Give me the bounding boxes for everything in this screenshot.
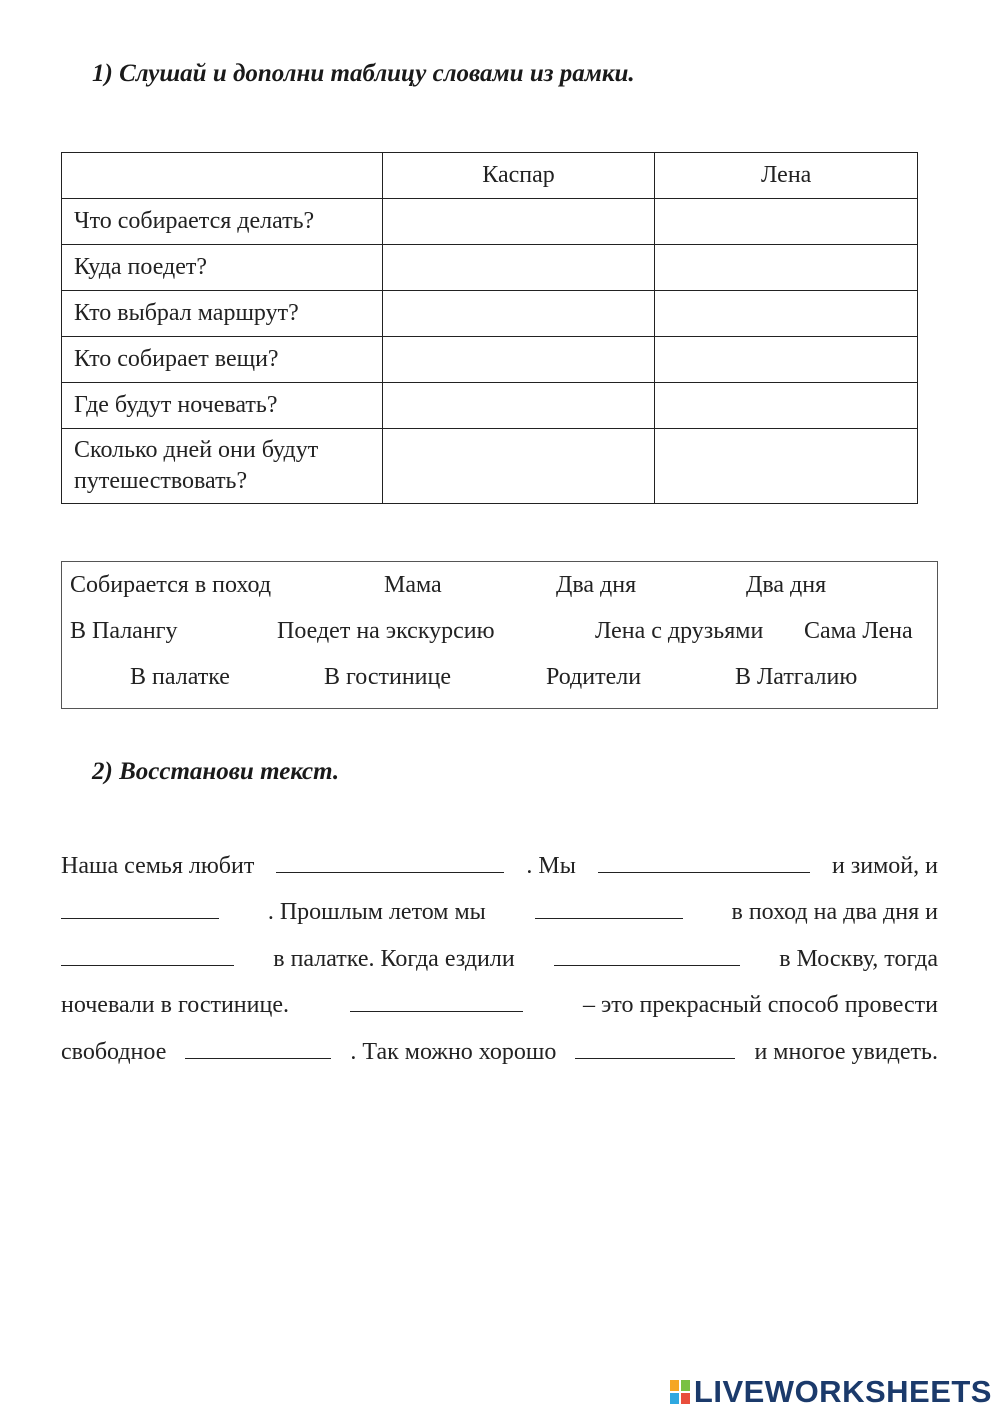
cloze-line [61,896,938,926]
table-row [62,199,918,245]
cloze-line [61,943,938,973]
blank-field[interactable] [61,896,219,919]
logo-text: LIVEWORKSHEETS [693,1374,992,1409]
row-question: Кто выбрал маршрут? [62,291,383,337]
word-bank-item[interactable]: Лена с друзьями [595,618,764,644]
table-row [62,337,918,383]
table-row [62,245,918,291]
cloze-text: свободное [61,1039,167,1065]
answer-cell-kaspar[interactable] [382,291,655,337]
word-bank-item[interactable]: Собирается в поход [70,572,272,598]
cloze-text: ночевали в гостинице. [61,992,289,1018]
answer-cell-lena[interactable] [655,383,918,429]
table-row [62,383,918,429]
blank-field[interactable] [350,989,523,1012]
word-bank-item[interactable]: Два дня [746,572,827,598]
table-header-row [62,153,918,199]
blank-field[interactable] [185,1036,331,1059]
task1-heading: 1) Слушай и дополни таблицу словами из рамки. [92,60,635,87]
table-row [62,429,918,504]
answer-cell-lena[interactable] [655,337,918,383]
blank-field[interactable] [535,896,683,919]
answer-cell-lena[interactable] [655,199,918,245]
answer-cell-lena[interactable] [655,291,918,337]
blank-field[interactable] [598,850,810,873]
blank-field[interactable] [575,1036,735,1059]
word-bank-item[interactable]: В Палангу [70,618,178,644]
row-question: Сколько дней они будут путешествовать? [62,429,383,504]
cloze-text: Наша семья любит [61,853,255,879]
cloze-text: в Москву, тогда [779,946,938,972]
word-bank-item[interactable]: Поедет на экскурсию [277,618,495,644]
word-bank-item[interactable]: Родители [546,664,642,690]
column-header-lena: Лена [655,153,918,199]
word-bank [61,561,938,709]
cloze-text: и многое увидеть. [754,1039,938,1065]
word-bank-item[interactable]: В гостинице [324,664,452,690]
answer-cell-kaspar[interactable] [382,337,655,383]
task2-heading: 2) Восстанови текст. [92,758,340,785]
cloze-text: . Мы [526,853,576,879]
answer-cell-lena[interactable] [655,245,918,291]
cloze-line [61,850,938,880]
cloze-text: в поход на два дня и [731,899,938,925]
row-question: Где будут ночевать? [62,383,383,429]
cloze-text: в палатке. Когда ездили [273,946,515,972]
answer-cell-kaspar[interactable] [382,429,655,504]
word-bank-item[interactable]: В палатке [130,664,230,690]
logo-mark-icon [670,1380,690,1404]
liveworksheets-logo [670,1374,992,1410]
blank-field[interactable] [276,850,504,873]
table-row [62,291,918,337]
row-question: Кто собирает вещи? [62,337,383,383]
row-question: Куда поедет? [62,245,383,291]
row-question: Что собирается делать? [62,199,383,245]
word-bank-item[interactable]: В Латгалию [735,664,858,690]
word-bank-item[interactable]: Мама [384,572,442,598]
table-corner-cell [62,153,383,199]
cloze-text: и зимой, и [831,853,938,879]
answer-cell-kaspar[interactable] [382,245,655,291]
word-bank-item[interactable]: Сама Лена [804,618,913,644]
column-header-kaspar: Каспар [382,153,655,199]
blank-field[interactable] [554,943,740,966]
cloze-line [61,1036,938,1066]
answer-cell-kaspar[interactable] [382,199,655,245]
answer-cell-lena[interactable] [655,429,918,504]
word-bank-item[interactable]: Два дня [556,572,637,598]
cloze-text: . Прошлым летом мы [267,899,486,925]
answer-cell-kaspar[interactable] [382,383,655,429]
answer-table [61,152,918,504]
cloze-text: – это прекрасный способ провести [583,992,938,1018]
blank-field[interactable] [61,943,234,966]
cloze-line [61,989,938,1019]
cloze-text: . Так можно хорошо [350,1039,557,1065]
